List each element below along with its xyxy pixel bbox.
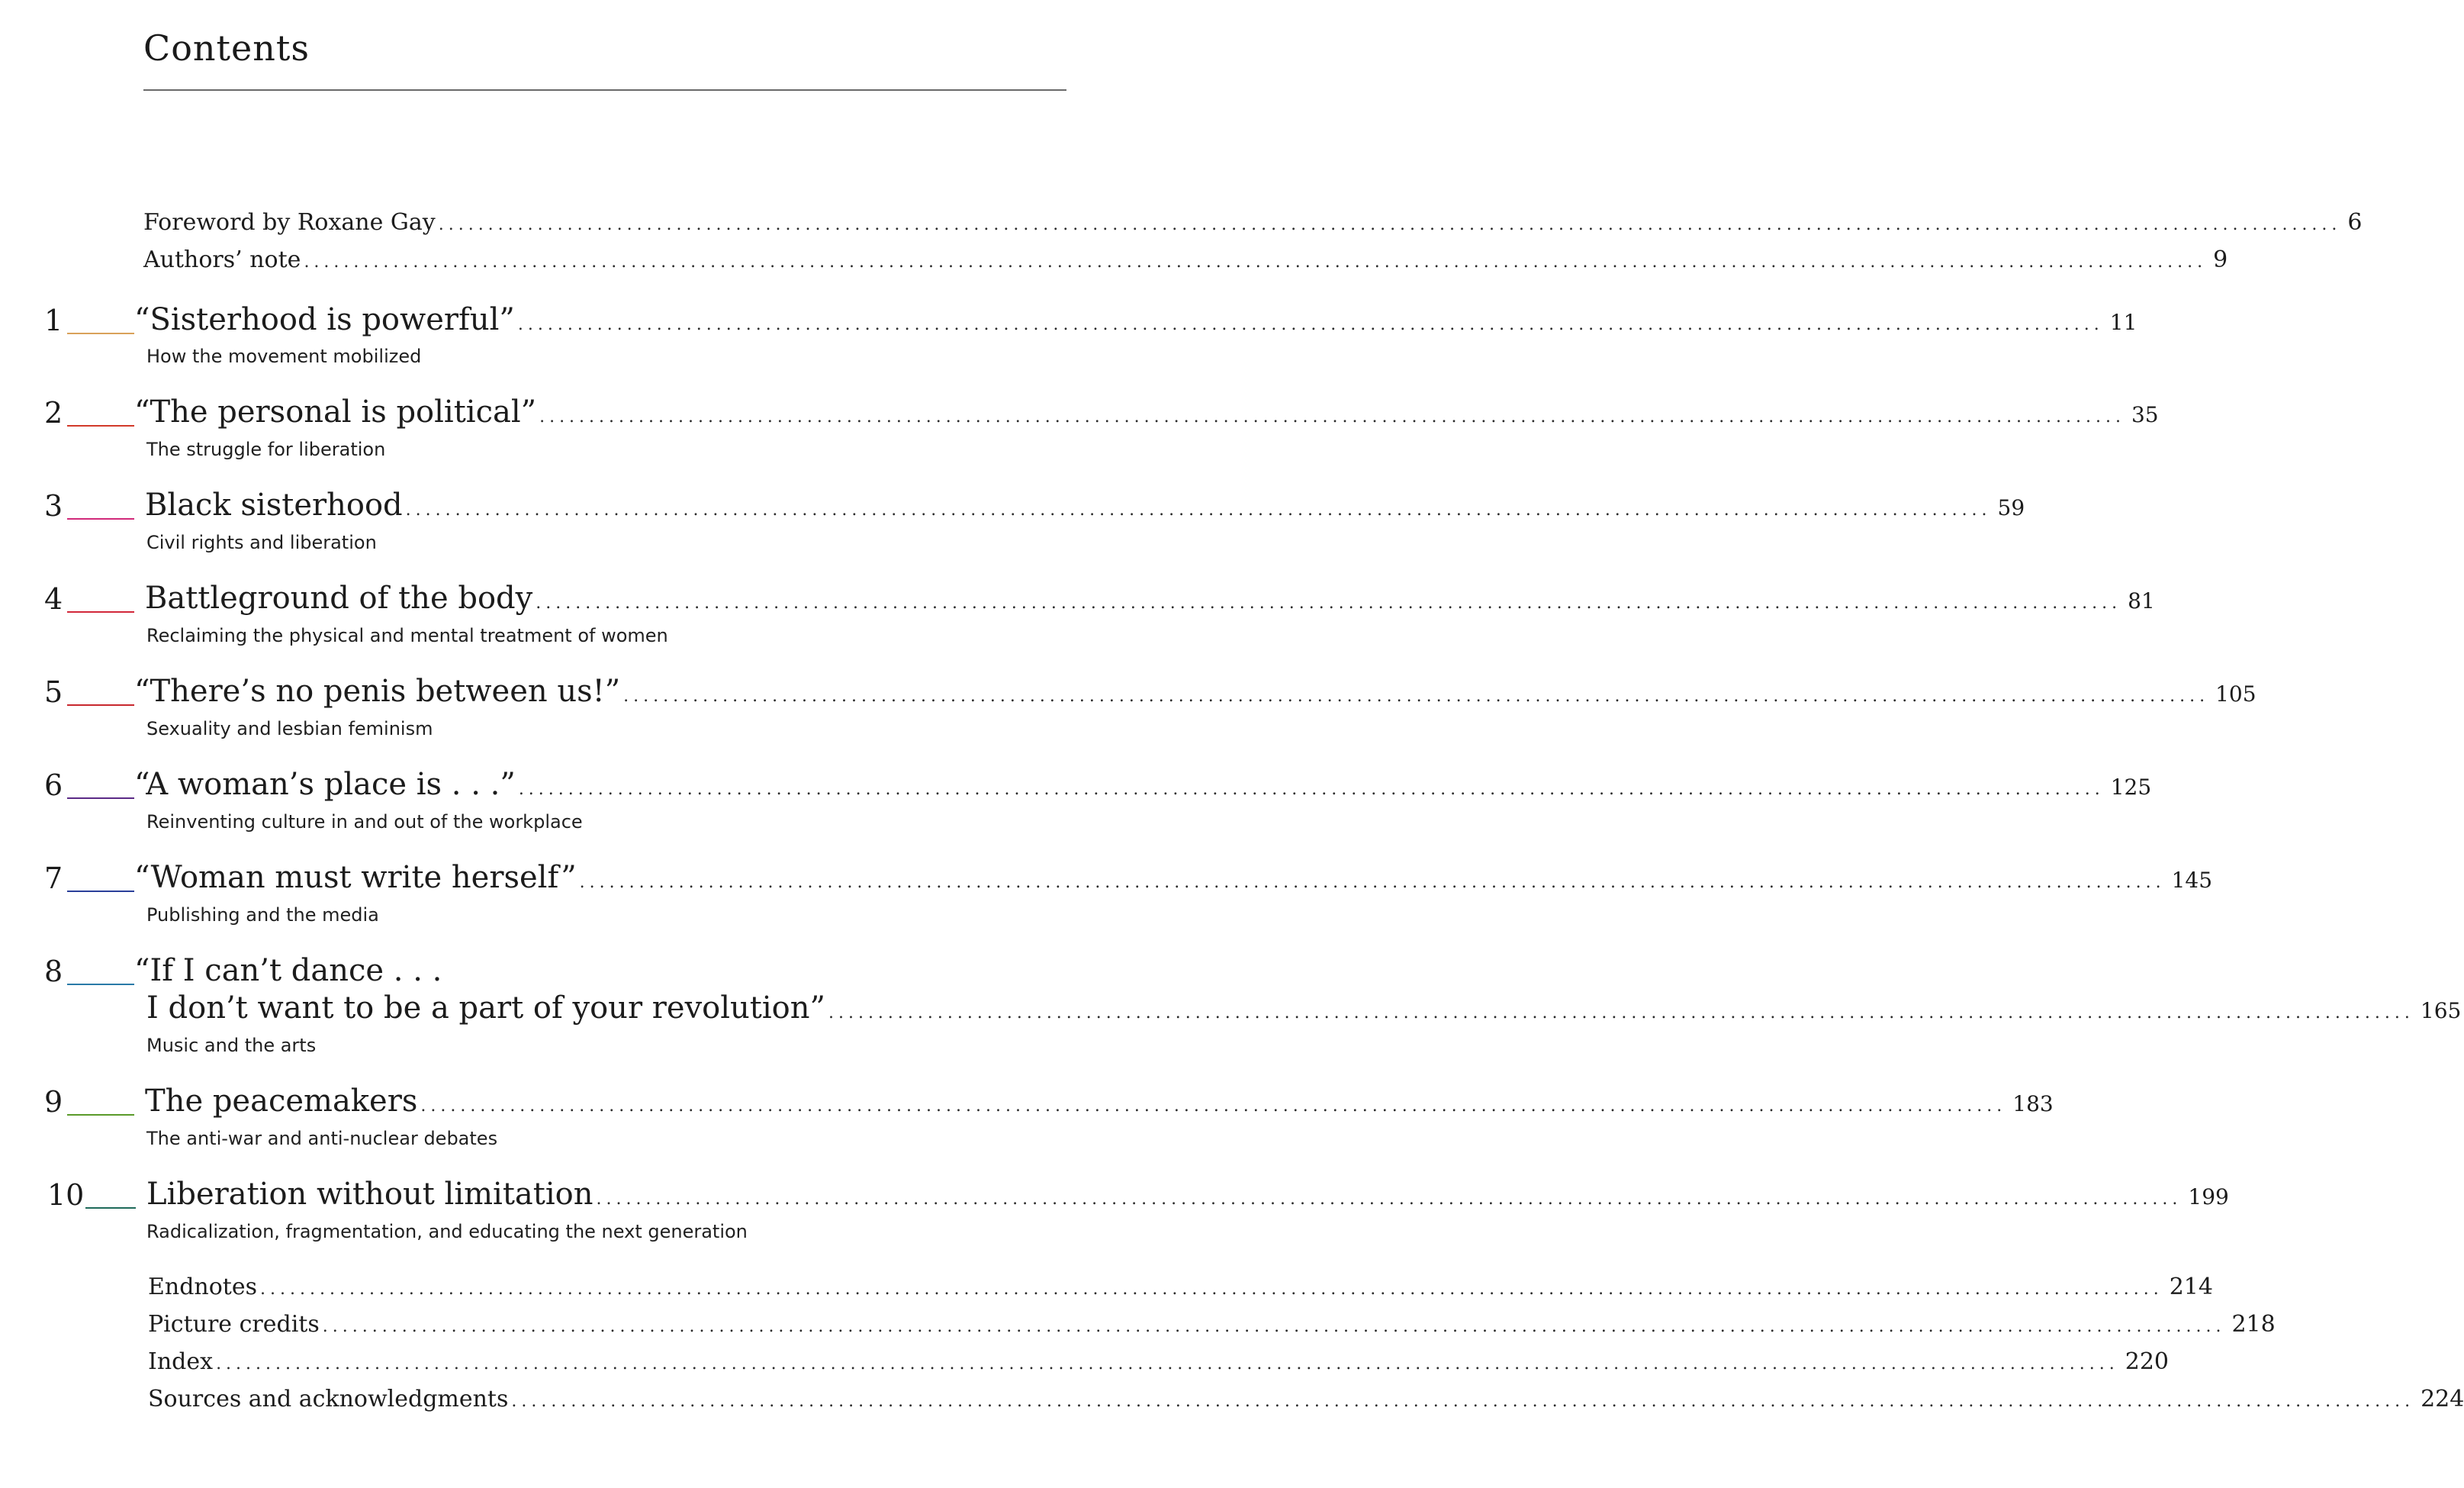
chapter-title-line2: I don’t want to be a part of your revolution”	[146, 990, 825, 1026]
chapter-number: 3	[44, 489, 63, 523]
toc-entry-page: 214	[2169, 1274, 2213, 1300]
chapter-page: 81	[2128, 588, 2155, 614]
chapter-color-rule	[67, 518, 134, 520]
toc-entry-title: Sources and acknowledgments	[148, 1386, 509, 1412]
chapter-color-rule	[67, 704, 134, 706]
chapter-number: 5	[44, 675, 63, 709]
dot-leader: ................................................................................................................................................................................................	[216, 1354, 2119, 1374]
chapter-title: “The personal is political”	[134, 395, 537, 430]
chapter-title-line	[134, 395, 2159, 430]
chapter-subtitle: Music and the arts	[146, 1035, 317, 1056]
chapter-subtitle: Publishing and the media	[146, 904, 379, 926]
chapter-subtitle: Reclaiming the physical and mental treatment of women	[146, 625, 668, 646]
dot-leader: ................................................................................................................................................................	[539, 407, 2125, 427]
title-rule	[143, 89, 1066, 91]
chapter-title: “Woman must write herself”	[134, 860, 577, 895]
dot-leader: ................................................................................................................................................................	[623, 687, 2210, 706]
chapter-color-rule	[85, 1207, 136, 1209]
dot-leader: ................................................................................................................................................................	[596, 1190, 2183, 1209]
chapter-color-rule	[67, 425, 134, 427]
chapter-title: Black sisterhood	[145, 488, 403, 523]
chapter-title-line	[145, 488, 2025, 523]
chapter-page: 35	[2131, 402, 2159, 427]
chapter-number: 1	[44, 304, 63, 337]
chapter-page: 125	[2110, 775, 2152, 800]
dot-leader: ................................................................................................................................................................................................	[322, 1317, 2226, 1336]
chapter-color-rule	[67, 611, 134, 613]
chapter-subtitle: The struggle for liberation	[146, 439, 386, 460]
dot-leader: ................................................................................................................................................................	[828, 1003, 2414, 1023]
dot-leader: ................................................................................................................................................................	[420, 1097, 2007, 1116]
chapter-page: 183	[2012, 1091, 2054, 1116]
dot-leader: ................................................................................................................................................................	[518, 780, 2105, 799]
toc-entry-page: 218	[2231, 1311, 2276, 1338]
chapter-title-line	[145, 581, 2155, 616]
toc-entry-title: Index	[148, 1348, 214, 1375]
toc-entry-sources[interactable]	[148, 1386, 2464, 1412]
chapter-number: 8	[44, 955, 63, 988]
chapter-title-line	[145, 1084, 2054, 1119]
chapter-subtitle: Radicalization, fragmentation, and educating the next generation	[146, 1221, 748, 1242]
dot-leader: ................................................................................................................................................................................................	[304, 253, 2208, 272]
chapter-subtitle: The anti-war and anti-nuclear debates	[146, 1128, 498, 1149]
chapter-number: 10	[47, 1178, 85, 1212]
toc-entry-foreword[interactable]	[143, 209, 2363, 236]
chapter-page: 165	[2420, 998, 2462, 1023]
chapter-title: “A woman’s place is . . .”	[134, 767, 516, 802]
chapter-title-line	[134, 860, 2213, 895]
chapter-title-line	[146, 990, 2462, 1026]
chapter-number: 9	[44, 1085, 63, 1119]
dot-leader: ................................................................................................................................................................	[536, 594, 2122, 613]
toc-entry-index[interactable]	[148, 1348, 2170, 1375]
chapter-number: 6	[44, 768, 63, 802]
chapter-page: 105	[2215, 681, 2257, 707]
dot-leader: ................................................................................................................................................................................................	[511, 1392, 2415, 1411]
chapter-number: 7	[44, 862, 63, 895]
dot-leader: ................................................................................................................................................................	[517, 315, 2104, 334]
dot-leader: ................................................................................................................................................................................................	[260, 1280, 2163, 1299]
chapter-subtitle: Reinventing culture in and out of the workplace	[146, 811, 583, 833]
dot-leader: ................................................................................................................................................................	[579, 873, 2166, 892]
chapter-page: 11	[2109, 310, 2138, 335]
chapter-title: The peacemakers	[145, 1084, 418, 1119]
chapter-title-line	[134, 767, 2152, 802]
dot-leader: ................................................................................................................................................................................................	[438, 215, 2342, 234]
page-title: Contents	[143, 27, 310, 69]
toc-entry-picture-credits[interactable]	[148, 1311, 2276, 1338]
chapter-title: Battleground of the body	[145, 581, 533, 616]
chapter-page: 145	[2171, 868, 2213, 893]
chapter-color-rule	[67, 984, 134, 985]
chapter-title-line	[134, 674, 2257, 709]
chapter-subtitle: How the movement mobilized	[146, 346, 422, 367]
chapter-number: 2	[44, 396, 63, 430]
toc-entry-title: Picture credits	[148, 1311, 320, 1338]
toc-entry-page: 6	[2347, 209, 2363, 236]
chapter-color-rule	[67, 1114, 134, 1116]
toc-entry-endnotes[interactable]	[148, 1274, 2213, 1300]
chapter-subtitle: Civil rights and liberation	[146, 532, 377, 553]
chapter-number: 4	[44, 582, 63, 616]
chapter-color-rule	[67, 891, 134, 892]
dot-leader: ................................................................................................................................................................	[405, 501, 1992, 520]
chapter-subtitle: Sexuality and lesbian feminism	[146, 718, 433, 739]
toc-entry-title: Authors’ note	[143, 246, 301, 273]
toc-entry-authors-note[interactable]	[143, 246, 2228, 273]
chapter-page: 59	[1997, 495, 2025, 520]
toc-entry-title: Foreword by Roxane Gay	[143, 209, 436, 236]
chapter-color-rule	[67, 333, 134, 334]
chapter-title: Liberation without limitation	[146, 1177, 593, 1212]
chapter-title: “There’s no penis between us!”	[134, 674, 621, 709]
chapter-color-rule	[67, 797, 134, 799]
toc-entry-page: 224	[2421, 1386, 2464, 1412]
chapter-page: 199	[2188, 1184, 2229, 1209]
chapter-title: “Sisterhood is powerful”	[134, 302, 515, 337]
toc-entry-page: 220	[2125, 1348, 2170, 1375]
toc-entry-title: Endnotes	[148, 1274, 258, 1300]
chapter-title-line	[146, 1177, 2229, 1212]
chapter-title-line	[134, 302, 2138, 337]
chapter-title: “If I can’t dance . . .	[134, 953, 442, 988]
toc-entry-page: 9	[2213, 246, 2228, 273]
